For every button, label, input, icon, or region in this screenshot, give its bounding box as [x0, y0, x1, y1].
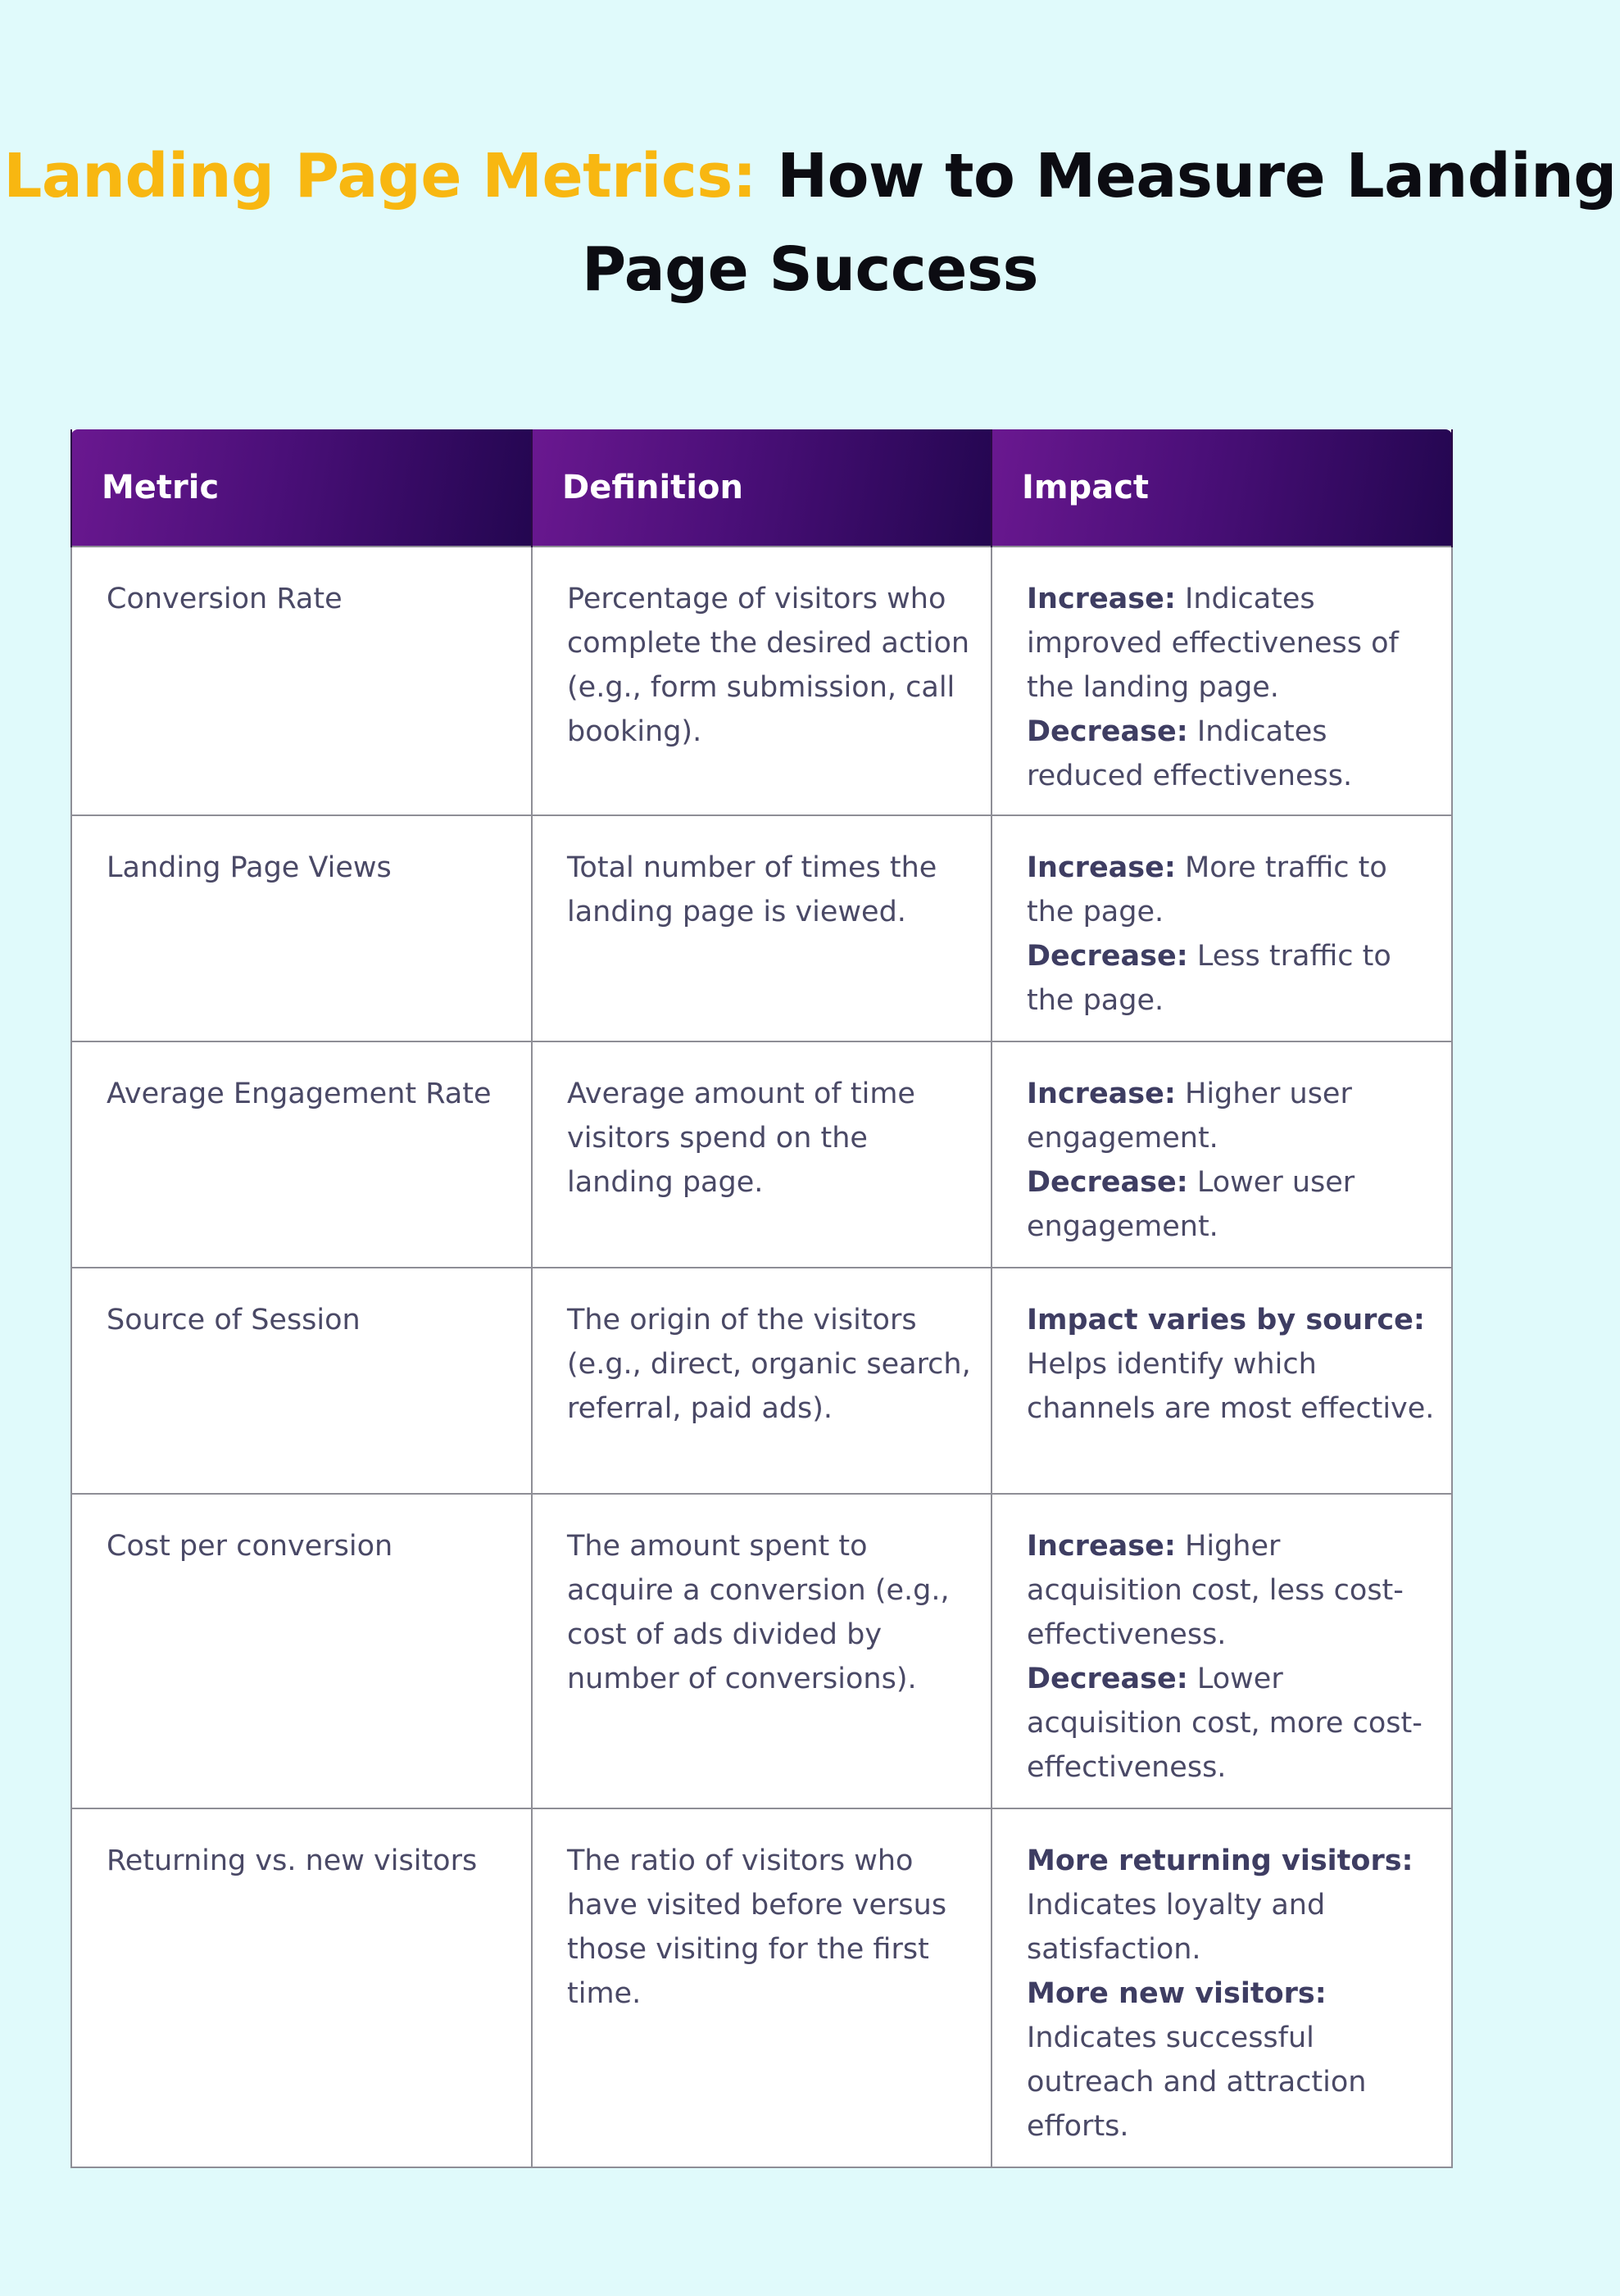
- impact-text: Higher acquisition cost, less cost-effectiveness.: [1027, 1530, 1404, 1651]
- impact-text: Indicates reduced effectiveness.: [1027, 715, 1353, 792]
- impact-text: More traffic to the page.: [1027, 851, 1387, 928]
- definition-cell: The origin of the visitors (e.g., direct, organic search, referral, paid ads).: [532, 1268, 992, 1494]
- metrics-table: [70, 429, 1453, 2168]
- header-definition: Definition: [532, 429, 992, 547]
- table-row: [71, 1268, 1452, 1494]
- metric-cell: Cost per conversion: [71, 1494, 532, 1808]
- impact-cell: [992, 547, 1452, 815]
- metric-cell: Conversion Rate: [71, 547, 532, 815]
- impact-label: Decrease:: [1027, 1663, 1188, 1695]
- impact-cell: [992, 1808, 1452, 2167]
- impact-line: [1027, 1839, 1438, 1972]
- table-row: [71, 815, 1452, 1041]
- table-header: [71, 429, 1452, 547]
- impact-label: Increase:: [1027, 851, 1176, 884]
- table-row: [71, 547, 1452, 815]
- definition-cell: Total number of times the landing page is viewed.: [532, 815, 992, 1041]
- impact-label: Increase:: [1027, 583, 1176, 615]
- impact-cell: [992, 1041, 1452, 1268]
- impact-label: Increase:: [1027, 1078, 1176, 1110]
- impact-line: [1027, 934, 1438, 1023]
- metric-cell: Returning vs. new visitors: [71, 1808, 532, 2167]
- page-title-highlight: Landing Page Metrics:: [3, 141, 756, 211]
- metric-cell: Landing Page Views: [71, 815, 532, 1041]
- impact-label: More returning visitors:: [1027, 1845, 1414, 1877]
- impact-line: [1027, 846, 1438, 934]
- metric-cell: Average Engagement Rate: [71, 1041, 532, 1268]
- table-row: [71, 1494, 1452, 1808]
- definition-cell: The ratio of visitors who have visited before versus those visiting for the first time.: [532, 1808, 992, 2167]
- impact-line: [1027, 1298, 1438, 1431]
- impact-text: Lower acquisition cost, more cost-effectiveness.: [1027, 1663, 1423, 1784]
- definition-cell: The amount spent to acquire a conversion (e.g., cost of ads divided by number of conversions).: [532, 1494, 992, 1808]
- table-row: [71, 1041, 1452, 1268]
- impact-text: Lower user engagement.: [1027, 1166, 1355, 1243]
- header-row: [71, 429, 1452, 547]
- impact-label: Impact varies by source:: [1027, 1304, 1425, 1336]
- impact-text: Indicates improved effectiveness of the landing page.: [1027, 583, 1399, 704]
- impact-line: [1027, 1972, 1438, 2149]
- impact-line: [1027, 577, 1438, 710]
- impact-line: [1027, 1524, 1438, 1657]
- impact-cell: [992, 1494, 1452, 1808]
- impact-cell: [992, 815, 1452, 1041]
- header-metric: Metric: [71, 429, 532, 547]
- impact-text: Indicates successful outreach and attraction efforts.: [1027, 2021, 1367, 2143]
- impact-line: [1027, 710, 1438, 798]
- impact-label: Decrease:: [1027, 1166, 1188, 1199]
- impact-text: Indicates loyalty and satisfaction.: [1027, 1889, 1326, 1966]
- definition-cell: Average amount of time visitors spend on the landing page.: [532, 1041, 992, 1268]
- impact-text: Helps identify which channels are most effective.: [1027, 1348, 1435, 1425]
- metric-cell: Source of Session: [71, 1268, 532, 1494]
- impact-line: [1027, 1160, 1438, 1249]
- impact-label: Decrease:: [1027, 715, 1188, 748]
- table-body: [71, 547, 1452, 2167]
- impact-text: Less traffic to the page.: [1027, 940, 1391, 1017]
- definition-cell: Percentage of visitors who complete the desired action (e.g., form submission, call booking).: [532, 547, 992, 815]
- impact-line: [1027, 1657, 1438, 1790]
- impact-text: Higher user engagement.: [1027, 1078, 1352, 1155]
- page-title-rest: How to Measure Landing Page Success: [581, 141, 1617, 305]
- impact-cell: [992, 1268, 1452, 1494]
- impact-label: Increase:: [1027, 1530, 1176, 1563]
- impact-label: More new visitors:: [1027, 1977, 1327, 2010]
- impact-line: [1027, 1072, 1438, 1160]
- impact-label: Decrease:: [1027, 940, 1188, 973]
- header-impact: Impact: [992, 429, 1452, 547]
- table-row: [71, 1808, 1452, 2167]
- page-title: [0, 129, 1620, 316]
